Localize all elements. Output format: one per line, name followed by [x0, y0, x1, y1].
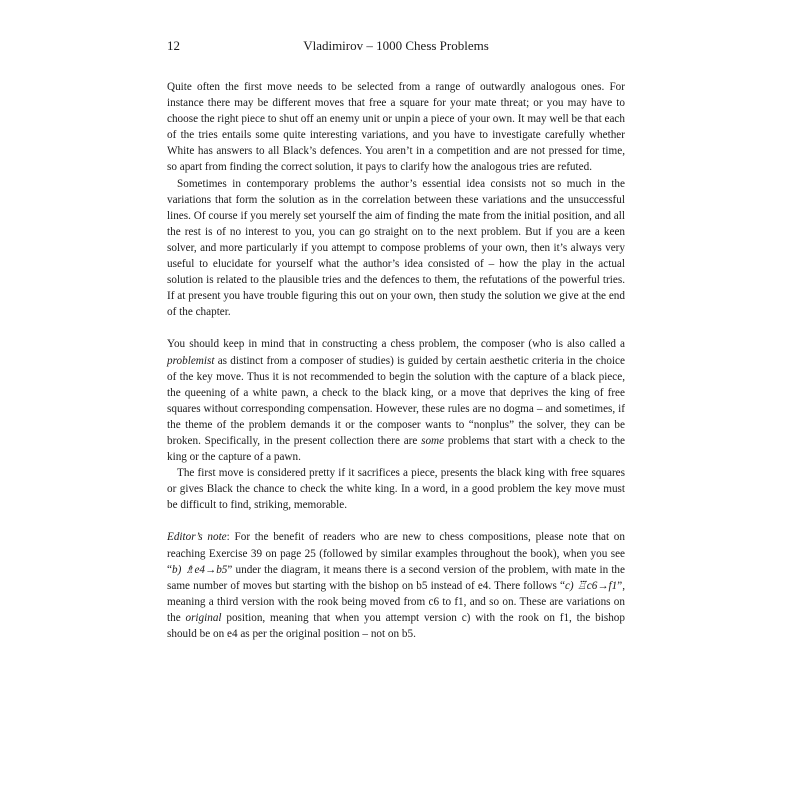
text-span: as distinct from a composer of studies) is guided by certain aesthetic criteria in the choice of the key move. Thus it is not recommended to begin the solution with the capture of a black piece, the queening of a white pawn, a check to the black king, or a move that deprives the king of free squares without corresponding compensation. However, these rules are no dogma – and sometimes, if the theme of the problem demands it or the composer wants to “nonplus” the solver, they can be broken. Specifically, in the present collection there are — [167, 354, 625, 447]
running-head: Vladimirov – 1000 Chess Problems — [303, 38, 489, 53]
text-span: ”, meaning a third version with the rook being moved from c6 to f1, and so on. These are variations on the — [167, 579, 626, 624]
text-span: position, meaning that when you attempt version c) with the rook on f1, the bishop should be on e4 as per the original position – not on b5. — [167, 611, 625, 640]
text-span: ” under the diagram, it means there is a second version of the problem, with mate in the same number of moves but starting with the bishop on b5 instead of e4. There follows “ — [167, 563, 625, 592]
text-span: You should keep in mind that in constructing a chess problem, the composer (who is also called a — [167, 338, 625, 351]
paragraph-pretty-first-move: The first move is considered pretty if it sacrifices a piece, presents the black king with free squares or gives Black the chance to check the white king. In a word, in a good problem the key move must be difficult to find, striking, memorable. — [167, 467, 625, 512]
example-version-b: b) ♗e4→b5 — [171, 563, 228, 576]
paragraph-aesthetic-criteria — [167, 336, 625, 465]
text-span: problems that start with a check to the king or the capture of a pawn. — [167, 434, 625, 464]
text-span: : For the benefit of readers who are new to chess compositions, please note that on reaching Exercise 39 on page 25 (followed by similar examples throughout the book), when you see “ — [167, 531, 625, 576]
example-version-c: c) ♖c6→f1 — [564, 579, 618, 592]
paragraph-editors-note — [167, 529, 625, 642]
editors-note-label: Editor’s note — [167, 531, 227, 544]
emphasis-problemist: problemist — [167, 354, 215, 367]
paragraph-analogous-moves: Quite often the first move needs to be selected from a range of outwardly analogous ones. For instance there may be different moves that free a square for your mate threat; or you may have to choose the right piece to shut off an enemy unit or unpin a piece of your own. It may well be that each of the tries entails some quite interesting variations, and you have to investigate carefully whether White has answers to all Black’s defences. You aren’t in a competition and are not pressed for time, so apart from finding the correct solution, it pays to clarify how the analogous tries are refuted. — [167, 81, 625, 174]
body-text — [167, 79, 625, 642]
emphasis-original: original — [185, 611, 222, 624]
emphasis-some: some — [421, 434, 445, 447]
page-header — [167, 38, 625, 56]
paragraph-author-idea: Sometimes in contemporary problems the author’s essential idea consists not so much in the variations that form the solution as in the correlation between these variations and the unsuccessful lines. Of course if you merely set yourself the aim of finding the mate from the initial position, and all the rest is of no interest to you, you can go straight on to the next problem. But if you are a keen solver, and more particularly if you attempt to compose problems of your own, then it’s always very useful to elucidate for yourself what the author’s idea consisted of – how the play in the actual solution is related to the plausible tries and the defences to them, the refutations of the powerful tries. If at present you have trouble figuring this out on your own, then study the solution we give at the end of the chapter. — [167, 177, 625, 319]
page-number: 12 — [167, 38, 180, 53]
